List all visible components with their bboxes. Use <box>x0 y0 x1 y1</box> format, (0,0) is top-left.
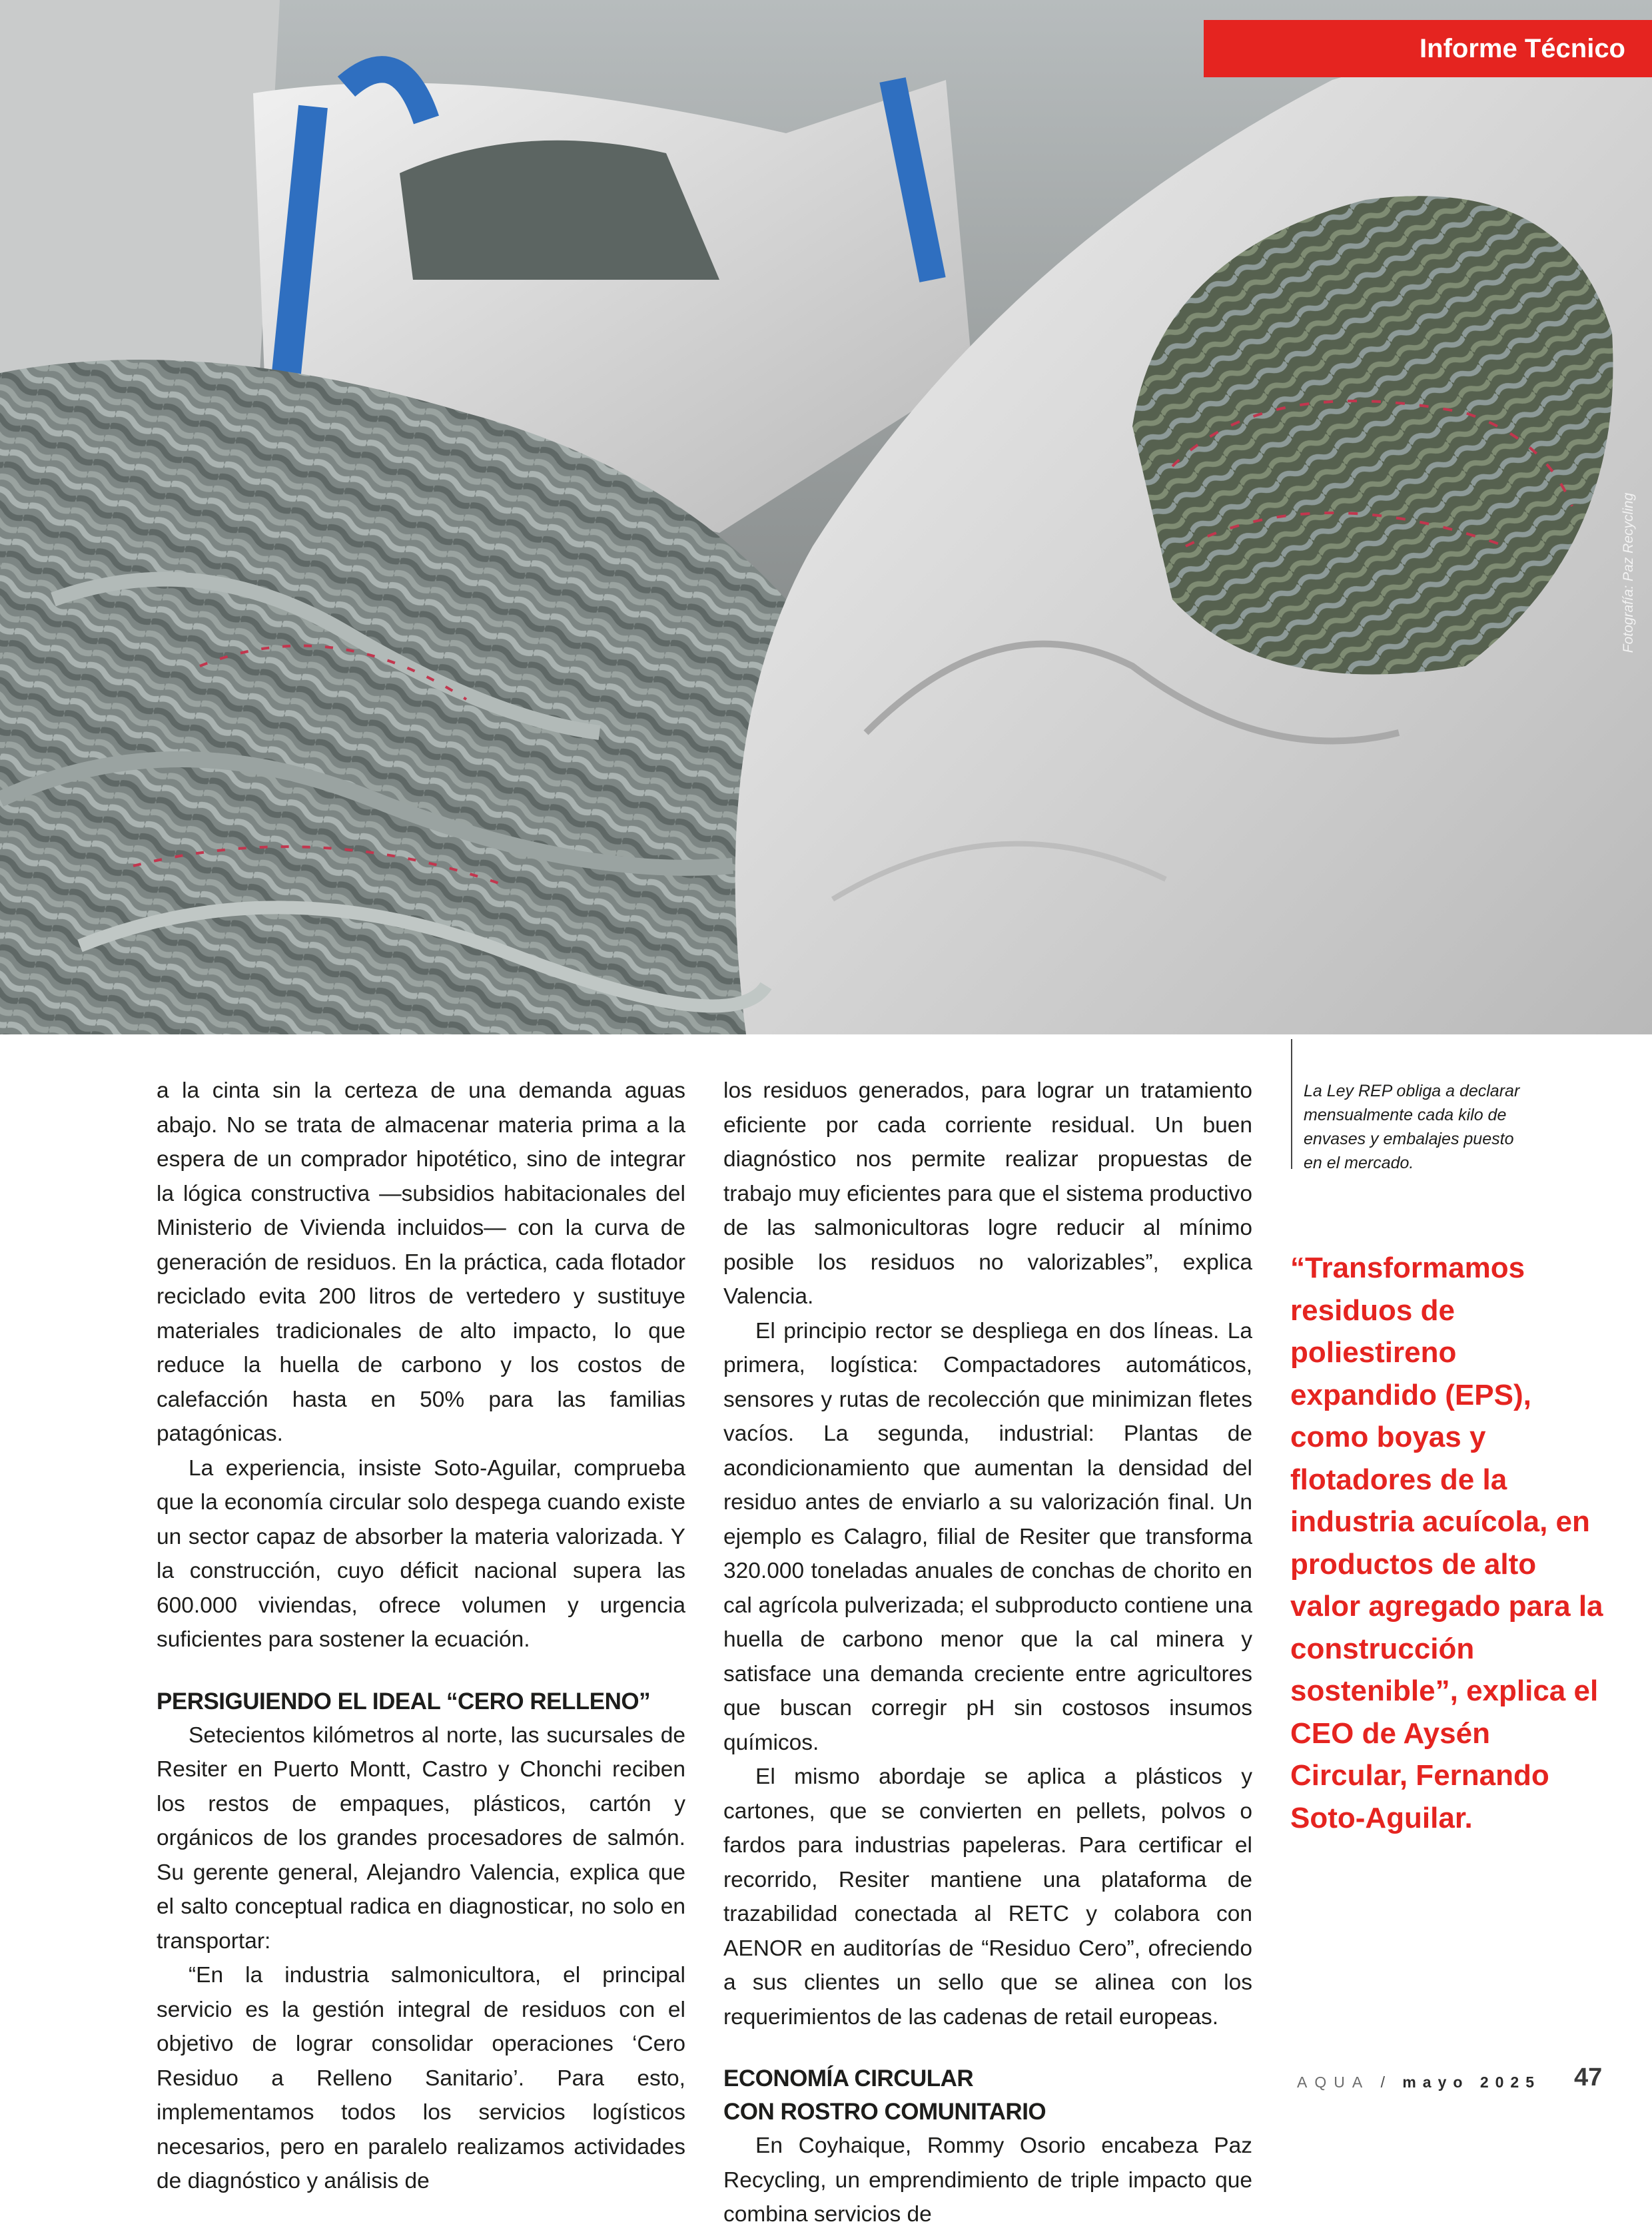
issue-date: mayo 2025 <box>1402 2073 1541 2091</box>
rope-sacks-photo-illustration <box>0 0 1652 1034</box>
footer-folio <box>1297 2073 1541 2091</box>
section-tag: Informe Técnico <box>1204 20 1652 77</box>
article-column-1 <box>157 1074 685 2199</box>
subheading-line-1: ECONOMÍA CIRCULAR <box>723 2065 974 2091</box>
col1-paragraph-1: a la cinta sin la certeza de una demanda aguas abajo. No se trata de almacenar materia prima a la espera de un comprador hipotético, sino de integrar la lógica constructiva —subsidios habitacionales del Ministerio de Vivienda incluidos— con la curva de generación de residuos. En la práctica, cada flotador reciclado evita 200 litros de vertedero y sustituye materiales tradicionales de alto impacto, lo que reduce la huella de carbono y los costos de calefacción hasta en 50% para las familias patagónicas. <box>157 1078 685 1446</box>
subheading-line-2: CON ROSTRO COMUNITARIO <box>723 2099 1046 2125</box>
col1-paragraph-2: La experiencia, insiste Soto-Aguilar, comprueba que la economía circular solo despega cuando existe un sector capaz de absorber la materia valorizada. Y la construcción, cuyo déficit nacional supera las 600.000 viviendas, ofrece volumen y urgencia suficientes para sostener la ecuación. <box>157 1455 685 1652</box>
subheading-cero-relleno: PERSIGUIENDO EL IDEAL “CERO RELLENO” <box>157 1688 651 1714</box>
col2-paragraph-3: El mismo abordaje se aplica a plásticos y cartones, que se convierten en pellets, polvos o fardos para industrias papeleras. Para certificar el recorrido, Resiter mantiene una plataforma de trazabilidad conectada al RETC y colabora con AENOR en auditorías de “Residuo Cero”, ofreciendo a sus clientes un sello que se alinea con los requerimientos de las cadenas de retail europeas. <box>723 1764 1252 2030</box>
col1-paragraph-4: “En la industria salmonicultora, el principal servicio es la gestión integral de residuos con el objetivo de lograr consolidar operaciones ‘Cero Residuo a Relleno Sanitario’. Para esto, implementamos todos los servicios logísticos necesarios, pero en paralelo realizamos actividades de diagnóstico y análisis de <box>157 1963 685 2193</box>
caption-divider <box>1291 1039 1292 1169</box>
subheading-economia-circular <box>723 2062 1252 2129</box>
col2-paragraph-2: El principio rector se despliega en dos líneas. La primera, logística: Compactadores automáticos, sensores y rutas de recolección que minimizan fletes vacíos. La segunda, industrial: Plantas de acondicionamiento que aumentan la densidad del residuo antes de enviarlo a su valorización final. Un ejemplo es Calagro, filial de Resiter que transforma 320.000 toneladas anuales de conchas de chorito en cal agrícola pulverizada; el subproducto contiene una huella de carbono menor que la cal minera y satisface una demanda creciente entre agricultores que buscan corregir pH sin costosos insumos químicos. <box>723 1318 1252 1755</box>
header-photo <box>0 0 1652 1034</box>
page-number: 47 <box>1574 2063 1603 2091</box>
magazine-name: AQUA <box>1297 2073 1370 2091</box>
article-column-2 <box>723 1074 1252 2232</box>
col2-paragraph-1: los residuos generados, para lograr un tratamiento eficiente por cada corriente residual. Un buen diagnóstico nos permite realizar propuestas de trabajo muy eficientes para que el sistema productivo de las salmonicultoras logre reducir al mínimo posible los residuos no valorizables”, explica Valencia. <box>723 1078 1252 1309</box>
col2-paragraph-4: En Coyhaique, Rommy Osorio encabeza Paz Recycling, un emprendimiento de triple impacto que combina servicios de <box>723 2133 1252 2227</box>
folio-separator: / <box>1380 2073 1392 2091</box>
col1-paragraph-3: Setecientos kilómetros al norte, las sucursales de Resiter en Puerto Montt, Castro y Chonchi reciben los restos de empaques, plásticos, cartón y orgánicos de los grandes procesadores de salmón. Su gerente general, Alejandro Valencia, explica que el salto conceptual radica en diagnosticar, no solo en transportar: <box>157 1722 685 1954</box>
photo-caption: La Ley REP obliga a declarar mensualmente cada kilo de envases y embalajes puesto en el mercado. <box>1304 1082 1520 1172</box>
pull-quote: “Transformamos residuos de poliestireno expandido (EPS), como boyas y flotadores de la industria acuícola, en productos de alto valor agregado para la construcción sostenible”, explica el CEO de Aysén Circular, Fernando Soto-Aguilar. <box>1290 1252 1603 1834</box>
photo-credit: Fotografía: Paz Recycling <box>1621 492 1636 653</box>
